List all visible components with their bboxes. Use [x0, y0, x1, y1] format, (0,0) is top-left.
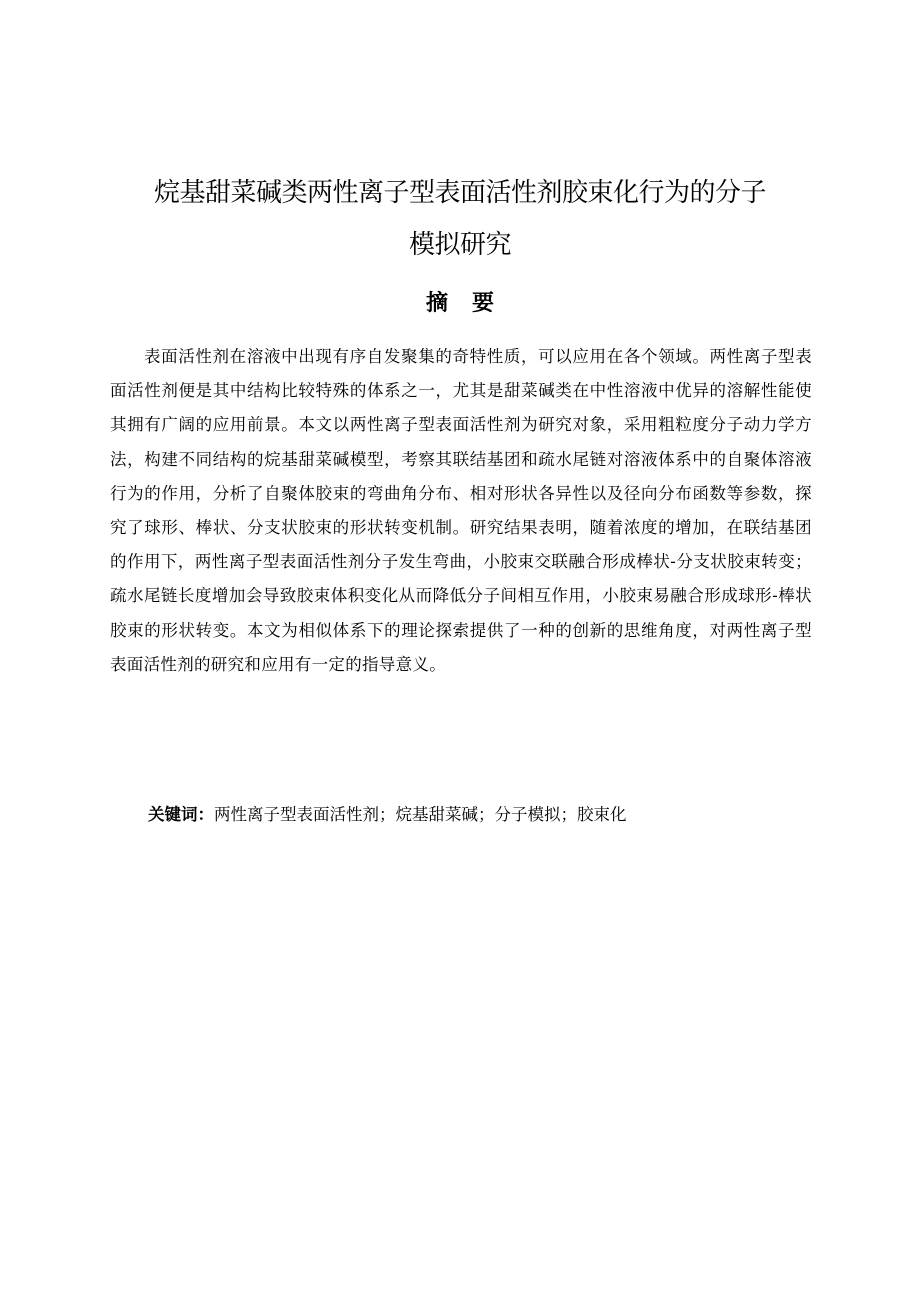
abstract-heading: 摘要: [425, 291, 518, 316]
document-title-line-1: 烷基甜菜碱类两性离子型表面活性剂胶束化行为的分子: [153, 178, 766, 208]
keywords-value: 两性离子型表面活性剂；烷基甜菜碱；分子模拟；胶束化: [214, 805, 627, 824]
document-title-line-2: 模拟研究: [408, 230, 511, 260]
keywords-label: 关键词：: [148, 805, 214, 824]
keywords-line: [148, 800, 788, 830]
abstract-paragraph: 表面活性剂在溶液中出现有序自发聚集的奇特性质，可以应用在各个领域。两性离子型表面活性剂便是其中结构比较特殊的体系之一，尤其是甜菜碱类在中性溶液中优异的溶解性能使其拥有广阔的应用前景。本文以两性离子型表面活性剂为研究对象，采用粗粒度分子动力学方法，构建不同结构的烷基甜菜碱模型，考察其联结基团和疏水尾链对溶液体系中的自聚体溶液行为的作用，分析了自聚体胶束的弯曲角分布、相对形状各异性以及径向分布函数等参数，探究了球形、棒状、分支状胶束的形状转变机制。研究结果表明，随着浓度的增加，在联结基团的作用下，两性离子型表面活性剂分子发生弯曲，小胶束交联融合形成棒状-分支状胶束转变；疏水尾链长度增加会导致胶束体积变化从而降低分子间相互作用，小胶束易融合形成球形-棒状胶束的形状转变。本文为相似体系下的理论探索提供了一种的创新的思维角度，对两性离子型表面活性剂的研究和应用有一定的指导意义。: [110, 347, 812, 674]
